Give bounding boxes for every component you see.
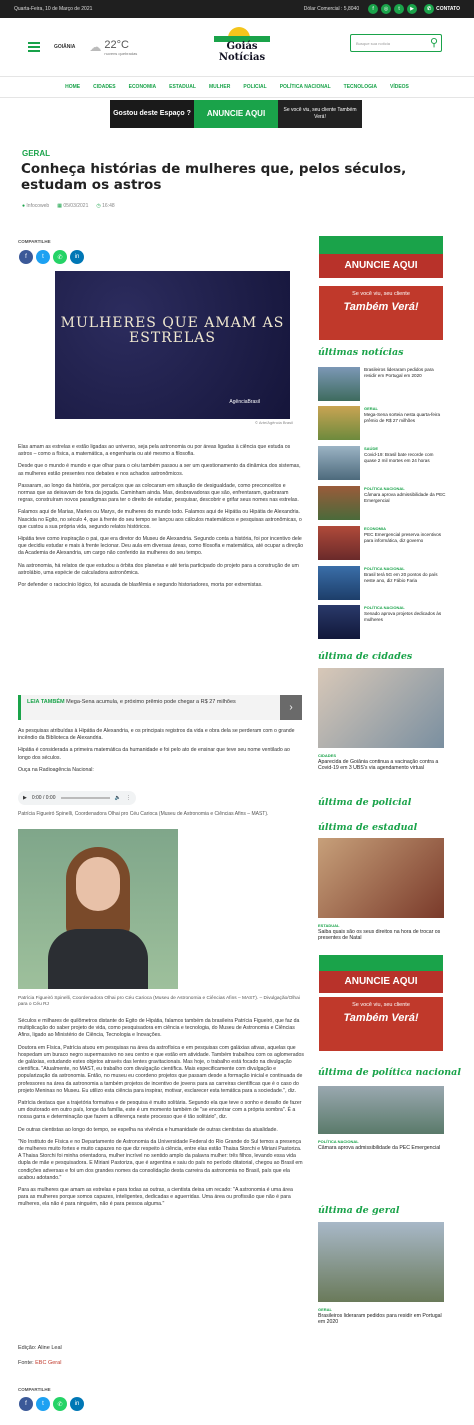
youtube-icon[interactable]: ▶ bbox=[407, 4, 417, 14]
weather-temp: 22°C bbox=[104, 38, 129, 51]
latest-news-item[interactable] bbox=[318, 486, 444, 520]
featured-category[interactable]: POLÍTICA NACIONAL bbox=[318, 1139, 359, 1144]
article-body-b bbox=[18, 728, 304, 779]
logo-line1: Goiás bbox=[226, 41, 258, 52]
facebook-icon[interactable]: f bbox=[368, 4, 378, 14]
source-link[interactable]: EBC Geral bbox=[35, 1360, 62, 1366]
audio-time: 0:00 / 0:00 bbox=[31, 795, 56, 801]
nav-cidades[interactable]: CIDADES bbox=[93, 84, 116, 90]
latest-news-item[interactable] bbox=[318, 367, 444, 401]
share-facebook-icon[interactable]: f bbox=[19, 250, 33, 264]
author-icon: ● bbox=[22, 203, 26, 209]
news-thumb[interactable] bbox=[318, 526, 360, 560]
article-category[interactable]: GERAL bbox=[22, 149, 50, 158]
nav-politica-nacional[interactable]: POLÍTICA NACIONAL bbox=[279, 84, 331, 90]
news-headline[interactable]: Brasil terá 5G em 20 pontos do país neste ano, diz Fábio Faria bbox=[364, 572, 438, 583]
news-thumb[interactable] bbox=[318, 446, 360, 480]
contact-link[interactable] bbox=[424, 4, 460, 14]
read-also-label: LEIA TAMBÉM bbox=[27, 699, 65, 705]
top-bar bbox=[0, 0, 474, 18]
portrait-photo bbox=[18, 829, 178, 989]
featured-geral[interactable] bbox=[318, 1222, 444, 1325]
paragraph: Falamos aqui de Marias, Maries ou Marys, de mulheres do mundo todo. Falamos aqui de Hipátia ou Hipátia de Alexandria. Nascida no Egito, no século 4, que à frente do seu tempo se lançou aos cálculos matemáticos e pesquisas astronômicas, o que custou a sua própria vida, segundo relatos históricos. bbox=[18, 509, 302, 530]
section-title-politica: última de política nacional bbox=[318, 1067, 461, 1078]
news-thumb[interactable] bbox=[318, 605, 360, 639]
news-headline[interactable]: Covid-19: Brasil bate recorde com quase 2 mil mortes em 24 horas bbox=[364, 452, 434, 463]
paragraph: Para as mulheres que amam as estrelas e para todas as outras, a cientista deixa um recado: "A astronomia é uma área para as mulheres porque somos capazes, inteligentes, dedicadas e aguerridas. Uma área ou profissão que não é para mulheres, ela não é para ninguém, não é para pessoa alguma." bbox=[18, 1187, 293, 1208]
current-date: Quarta-Feira, 10 de Março de 2021 bbox=[14, 6, 93, 12]
whatsapp-icon: ✆ bbox=[424, 4, 434, 14]
nav-policial[interactable]: POLICIAL bbox=[243, 84, 267, 90]
featured-headline[interactable]: Brasileiros lideraram pedidos para residir em Portugal em 2020 bbox=[318, 1313, 442, 1326]
hero-image bbox=[55, 271, 290, 419]
banner-left-text: Gostou deste Espaço ? bbox=[110, 100, 194, 128]
menu-icon[interactable] bbox=[28, 42, 40, 52]
contact-label: CONTATO bbox=[436, 6, 460, 12]
hero-image-brand: AgênciaBrasil bbox=[229, 399, 260, 405]
source-credit bbox=[18, 1360, 61, 1366]
news-headline[interactable]: Mega-Sena sorteia nesta quarta-feira prêmio de R$ 27 milhões bbox=[364, 412, 441, 423]
hero-image-text: MULHERES QUE AMAM AS ESTRELAS bbox=[60, 315, 285, 346]
featured-image[interactable] bbox=[318, 838, 444, 918]
featured-image[interactable] bbox=[318, 1222, 444, 1302]
news-category[interactable]: GERAL bbox=[364, 406, 378, 411]
logo-line2: Notícias bbox=[218, 52, 266, 63]
nav-mulher[interactable]: MULHER bbox=[208, 84, 231, 90]
latest-news-item[interactable] bbox=[318, 566, 444, 600]
latest-news-item[interactable] bbox=[318, 526, 444, 560]
featured-image[interactable] bbox=[318, 668, 444, 748]
ad-anuncie-top[interactable]: ANUNCIE AQUI bbox=[319, 254, 443, 278]
paragraph: Doutora em Física, Patrícia atuou em pesquisas na área da astrofísica e em pesquisas com galáxias ativas, aquelas que hospedam um buraco negro supermassivo no seu centro e que estão em atividade. Também trabalhou com os aglomerados de galáxias, estudando estes objetos através das lentes gravitacionais. Mas hoje, o trabalho está focado na divulgação científica. "Atualmente, no MAST, eu trabalho com divulgação científica. Mais especificamente com divulgação e popularização da astronomia. Então, no museu eu coordeno projetos que passam desde a formação inicial e continuada de professores na área da astronomia a também projetos de incentivo de jovens para as carreiras científicas que é o caso do projeto Meninas no Museu. Eu utilizo esta ciência para inspirar, motivar, esclarecer esta temática para a sociedade.", diz. bbox=[18, 1044, 304, 1094]
section-title-cidades: última de cidades bbox=[318, 651, 413, 662]
volume-icon[interactable]: 🔈 bbox=[114, 795, 121, 801]
ad-banner[interactable] bbox=[110, 100, 362, 128]
paragraph: Ouça na Radioagência Nacional: bbox=[18, 766, 94, 773]
weather-city: GOIÂNIA bbox=[54, 44, 76, 50]
section-title-policial: última de policial bbox=[318, 797, 412, 808]
section-title-estadual: última de estadual bbox=[318, 822, 418, 833]
ad-line2: Também Verá! bbox=[343, 1012, 419, 1024]
article-time: 16:48 bbox=[102, 203, 115, 209]
paragraph: Passaram, ao longo da história, por percalços que as colocaram em situação de desigualdade, como preconceitos e normas que as deixavam de fora da jogada. Caminham ainda. Mas, desbravadoras que são, enfrentaram, quebraram regras, construíram novos paradigmas para ter o direito de estudar, pesquisar, descobrir e grifar seus nomes nas estrelas. bbox=[18, 482, 299, 504]
news-category[interactable]: POLÍTICA NACIONAL bbox=[364, 605, 405, 610]
paragraph: Elas amam as estrelas e estão ligadas ao universo, seja pela astronomia ou por áreas ligadas à ciência que estuda os astros – como a física, a matemática, a engenharia ou até mesmo a filosofia. bbox=[18, 444, 291, 458]
article-title: Conheça histórias de mulheres que, pelos séculos, estudam os astros bbox=[21, 161, 407, 193]
banner-mid-text: ANUNCIE AQUI bbox=[194, 100, 278, 128]
news-headline[interactable]: PEC Emergencial preserva incentivos para informática, diz governo bbox=[364, 532, 442, 543]
news-thumb[interactable] bbox=[318, 406, 360, 440]
featured-cidades[interactable] bbox=[318, 668, 444, 771]
chevron-right-icon[interactable]: › bbox=[280, 695, 302, 720]
news-headline[interactable]: Brasileiros lideraram pedidos para residir em Portugal em 2020 bbox=[364, 367, 434, 378]
editor-credit: Edição: Aline Leal bbox=[18, 1345, 62, 1351]
ad-green-strip[interactable] bbox=[319, 236, 443, 254]
paragraph: De outras cientistas ao longo do tempo, se espelha na vivência e humanidade de outras cientistas da atualidade. bbox=[18, 1126, 278, 1133]
clock-icon: ◷ bbox=[96, 203, 101, 209]
section-title-geral: última de geral bbox=[318, 1205, 400, 1216]
ad-line1: Se você viu, seu cliente bbox=[352, 1002, 410, 1008]
read-also-link[interactable]: Mega-Sena acumula, e próximo prêmio pode chegar a R$ 27 milhões bbox=[66, 699, 236, 705]
ad-tambem-vera-top[interactable] bbox=[319, 286, 443, 340]
calendar-icon: ▦ bbox=[57, 203, 62, 209]
ad-green-strip[interactable] bbox=[319, 955, 443, 971]
search-icon[interactable]: ⚲ bbox=[429, 37, 438, 49]
latest-news-title: últimas notícias bbox=[318, 347, 404, 358]
source-label: Fonte: bbox=[18, 1360, 34, 1366]
share-linkedin-icon[interactable]: in bbox=[70, 1397, 84, 1411]
news-headline[interactable]: Câmara aprova admissibilidade da PEC Emergencial bbox=[364, 492, 446, 503]
site-header bbox=[0, 18, 474, 76]
share-label: COMPARTILHE bbox=[18, 1387, 51, 1392]
share-linkedin-icon[interactable]: in bbox=[70, 250, 84, 264]
paragraph: Séculos e milhares de quilômetros distante do Egito de Hipátia, falamos também da brasileira Patrícia Figueiró, que faz da multiplicação do saber projeto de vida, como pesquisadora em ciência e tecnologia, do Museu de Astronomia e Ciências Afins, ligado ao Ministério de Ciência, Tecnologia e Inovações. bbox=[18, 1018, 300, 1039]
paragraph: As pesquisas atribuídas à Hipátia de Alexandria, e os principais registros da vida e obra dela se perderam com o grande incêndio da Biblioteca de Alexandria. bbox=[18, 728, 295, 742]
latest-news-item[interactable] bbox=[318, 605, 444, 639]
news-headline[interactable]: Senado aprova projetos dedicados às mulheres bbox=[364, 611, 442, 622]
share-buttons bbox=[19, 1397, 84, 1411]
share-whatsapp-icon[interactable]: ✆ bbox=[53, 250, 67, 264]
more-icon[interactable]: ⋮ bbox=[126, 795, 131, 801]
paragraph: Na astronomia, há relatos de que estudou a órbita dos planetas e até teria participado do projeto para a construção de um astrolábio, uma espécie de calculadora astronômica. bbox=[18, 562, 299, 576]
photo-caption: Patrícia Figueiró Spinelli, Coordenadora Olhai pro Céu Carioca (Museu de Astronomia e Ciências Afins – MAST). – Divulgação/Olhai para o Céu RJ bbox=[18, 996, 300, 1008]
news-category[interactable]: POLÍTICA NACIONAL bbox=[364, 486, 405, 491]
featured-image[interactable] bbox=[318, 1086, 444, 1134]
twitter-icon[interactable]: t bbox=[394, 4, 404, 14]
featured-politica[interactable] bbox=[318, 1086, 444, 1151]
article-body-a bbox=[18, 444, 304, 594]
news-category[interactable]: POLÍTICA NACIONAL bbox=[364, 566, 405, 571]
share-whatsapp-icon[interactable]: ✆ bbox=[53, 1397, 67, 1411]
article-date: 05/03/2021 bbox=[63, 203, 89, 209]
featured-headline[interactable]: Aparecida de Goiânia continua a vacinação contra a Covid-19 em 3 UBS's via agendamento virtual bbox=[318, 759, 439, 772]
weather-desc: nuvens quebradas bbox=[104, 50, 138, 56]
audio-progress[interactable] bbox=[61, 797, 110, 799]
share-buttons bbox=[19, 250, 84, 264]
featured-category[interactable]: CIDADES bbox=[318, 753, 337, 758]
paragraph: Hipátia teve como inspiração o pai, que era diretor do Museu de Alexandria. Segundo conta a história, foi por incentivo dele que decidiu estudar e mais à frente lecionar. Deu aula em diversas áreas, como filosofia e matemática, até ocupar a direção da Academia de Alexandria, um cargo não conferido às mulheres do seu tempo. bbox=[18, 536, 304, 557]
audio-player[interactable] bbox=[18, 791, 136, 805]
paragraph: Hipátia é considerada a primeira matemática da humanidade e foi pelo ato de ensinar que teve seu nome ventilado ao longo dos séculos. bbox=[18, 747, 290, 761]
share-twitter-icon[interactable]: t bbox=[36, 250, 50, 264]
article-body-c bbox=[18, 1018, 304, 1214]
article-author[interactable]: Infocoweb bbox=[26, 203, 50, 209]
news-category[interactable]: ECONOMIA bbox=[364, 526, 386, 531]
search-box[interactable] bbox=[350, 34, 442, 52]
news-category[interactable]: SAÚDE bbox=[364, 446, 379, 451]
ad-anuncie-bottom[interactable]: ANUNCIE AQUI bbox=[319, 971, 443, 993]
ad-tambem-vera-bottom[interactable] bbox=[319, 997, 443, 1051]
nav-videos[interactable]: VÍDEOS bbox=[389, 84, 409, 90]
share-label: COMPARTILHE bbox=[18, 239, 51, 244]
paragraph: "No Instituto de Física e no Departamento de Astronomia da Universidade Federal do Rio Grande do Sul temos a presença de mulheres muito fortes e muito capazes no que diz respeito à ciência, entre elas estão Thaisa Storchi e Miriani Pastoriza. A Thaisa Storchi foi minha orientadora, mulher incrível no sentido amplo da palavra mulher: três filhos, levando essa vida dupla de mãe e pesquisadora. E Miriani Pastoriza, que é argentina e saiu do país no período ditatorial, chegou ao Brasil em condições adversas e foi um dos grandes nomes da consolidação desta carreira da astronomia no Brasil, país que ela acabou adotando." bbox=[18, 1138, 303, 1181]
photo-alt-text: Patrícia Figueiró Spinelli, Coordenadora Olhai pro Céu Carioca (Museu de Astronomia e Ciências Afins – MAST). bbox=[18, 811, 269, 817]
cloud-icon: ☁ bbox=[89, 40, 102, 54]
search-input[interactable]: Busque sua notícia bbox=[356, 40, 391, 46]
dolar-rate: Dólar Comercial : 5,8040 bbox=[303, 6, 360, 12]
news-thumb[interactable] bbox=[318, 486, 360, 520]
nav-estadual[interactable]: ESTADUAL bbox=[169, 84, 196, 90]
main-nav bbox=[0, 76, 474, 98]
paragraph: Desde que o mundo é mundo e que olhar para o céu também passou a ser um questionamento da dinâmica dos sistemas, as mulheres estão presentes nos debates e nos achados astronômicos. bbox=[18, 463, 301, 477]
hero-caption: © Arte/Agência Brasil bbox=[255, 420, 293, 425]
news-thumb[interactable] bbox=[318, 367, 360, 401]
weather-widget bbox=[89, 39, 137, 56]
paragraph: Por defender o raciocínio lógico, foi acusada de blasfêmia e segundo historiadores, morta por extremistas. bbox=[18, 582, 263, 589]
read-also-box[interactable] bbox=[18, 695, 302, 720]
news-thumb[interactable] bbox=[318, 566, 360, 600]
featured-headline[interactable]: Saiba quais são os seus direitos na hora de trocar os presentes de Natal bbox=[318, 929, 441, 942]
latest-news-item[interactable] bbox=[318, 406, 444, 440]
play-icon[interactable]: ▶ bbox=[23, 795, 27, 801]
featured-estadual[interactable] bbox=[318, 838, 444, 941]
ad-line1: Se você viu, seu cliente bbox=[352, 291, 410, 297]
paragraph: Patrícia destaca que a trajetória formativa e de pesquisa é muito solitária. Segundo ela que teve o sonho e desafio de fazer um doutorado em outro país, longe da família, este é um momento também de "se encontrar com a própria sombra". É a nossa garra e determinação que fazem a diferença neste processo que é tão solitário", diz. bbox=[18, 1100, 302, 1121]
banner-right-text: Se você viu, seu cliente Também Verá! bbox=[278, 100, 362, 128]
featured-category[interactable]: GERAL bbox=[318, 1307, 332, 1312]
ad-line2: Também Verá! bbox=[343, 301, 419, 313]
article-meta bbox=[22, 203, 115, 209]
featured-category[interactable]: ESTADUAL bbox=[318, 923, 340, 928]
share-twitter-icon[interactable]: t bbox=[36, 1397, 50, 1411]
latest-news-item[interactable] bbox=[318, 446, 444, 480]
nav-economia[interactable]: ECONOMIA bbox=[128, 84, 157, 90]
nav-tecnologia[interactable]: TECNOLOGIA bbox=[343, 84, 377, 90]
site-logo[interactable] bbox=[208, 27, 276, 67]
instagram-icon[interactable]: ◎ bbox=[381, 4, 391, 14]
nav-home[interactable]: HOME bbox=[65, 84, 81, 90]
featured-headline[interactable]: Câmara aprova admissibilidade da PEC Emergencial bbox=[318, 1145, 441, 1151]
share-facebook-icon[interactable]: f bbox=[19, 1397, 33, 1411]
